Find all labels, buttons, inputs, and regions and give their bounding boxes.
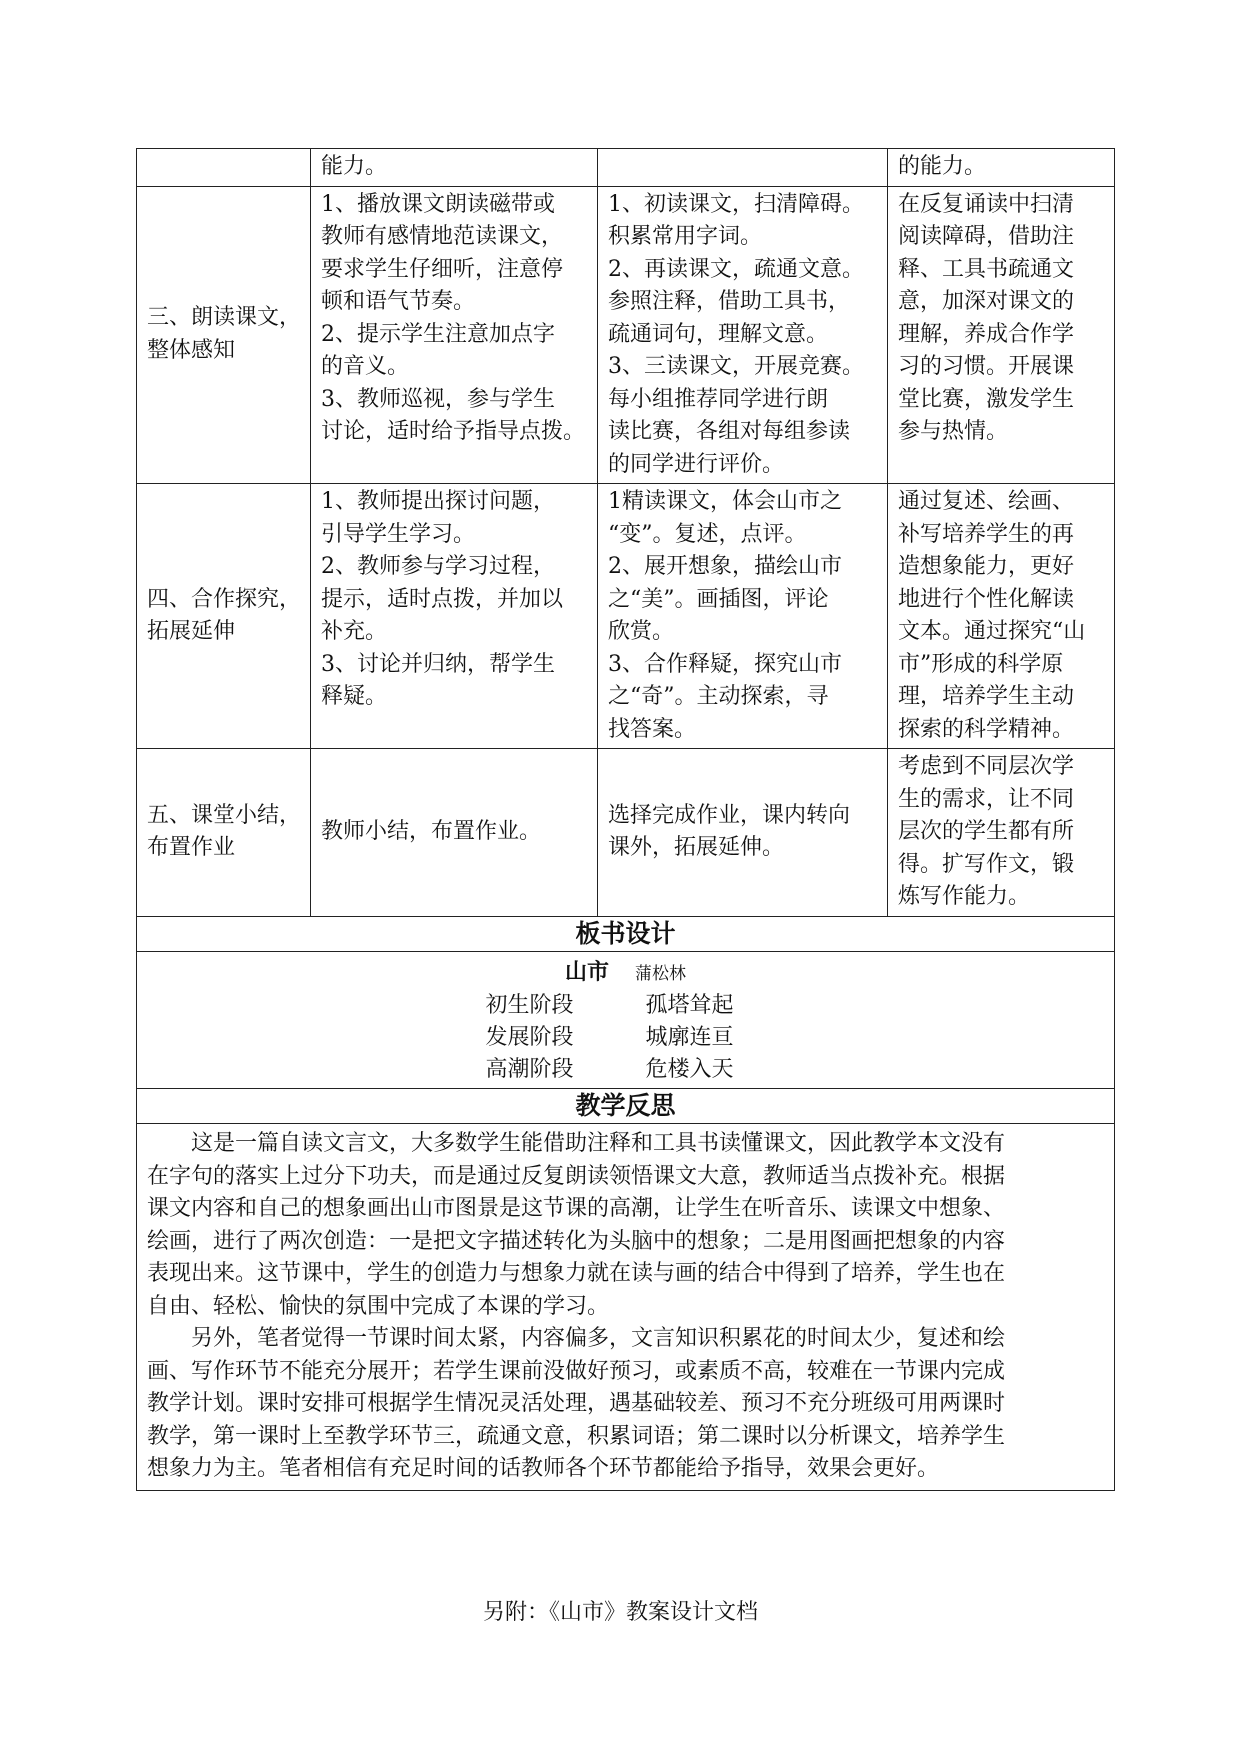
cell-line: 五、课堂小结， (147, 802, 302, 828)
stage-cell (137, 749, 311, 917)
reflection-line: 课文内容和自己的想象画出山市图景是这节课的高潮，让学生在听音乐、读课文中想象、 (147, 1196, 1006, 1221)
cell-line: 地进行个性化解读 (898, 586, 1075, 612)
cell-line: 考虑到不同层次学 (898, 754, 1075, 779)
cell-line: 层次的学生都有所 (898, 819, 1075, 844)
cell-line: 提示，适时点拨，并加以 (321, 586, 564, 612)
cell-line: 1、教师提出探讨问题， (321, 489, 555, 514)
cell-line: 理解，养成合作学 (898, 321, 1075, 347)
cell-line: 的同学进行评价。 (608, 451, 785, 477)
cell-line: 找答案。 (608, 716, 697, 742)
reflection-line: 教学计划。课时安排可根据学生情况灵活处理，遇基础较差、预习不充分班级可用两课时 (147, 1391, 1006, 1416)
cell-line: 布置作业 (147, 835, 236, 861)
table-row (137, 149, 1115, 187)
cell-line: 补充。 (321, 619, 388, 644)
board-line (137, 1022, 1114, 1054)
reflection-line: 表现出来。这节课中，学生的创造力与想象力就在读与画的结合中得到了培养，学生也在 (147, 1261, 1006, 1286)
cell-line: 习的习惯。开展课 (898, 354, 1075, 379)
cell-line: 在反复诵读中扫清 (898, 191, 1075, 217)
table-row (137, 186, 1115, 484)
board-scene: 孤塔耸起 (645, 993, 734, 1018)
table-row (137, 749, 1115, 917)
teacher-activity-cell (311, 149, 598, 187)
board-phase: 初生阶段 (485, 993, 574, 1018)
design-intent-cell (888, 749, 1115, 917)
cell-line: 释、工具书疏通文 (898, 256, 1075, 282)
cell-line: 四、合作探究， (147, 586, 302, 612)
board-phase: 高潮阶段 (485, 1057, 574, 1082)
cell-line: 通过复述、绘画、 (898, 489, 1075, 514)
cell-line: 造想象能力，更好 (898, 554, 1075, 579)
board-author: 蒲松林 (635, 963, 686, 984)
cell-line: 1、初读课文，扫清障碍。 (608, 191, 864, 217)
board-design-heading: 板书设计 (137, 916, 1115, 951)
reflection-line: 这是一篇自读文言文，大多数学生能借助注释和工具书读懂课文，因此教学本文没有 (147, 1131, 1006, 1156)
cell-line: 课外，拓展延伸。 (608, 835, 785, 861)
reflection-text (137, 1124, 1115, 1491)
cell-line: 探索的科学精神。 (898, 716, 1075, 742)
cell-line: 3、教师巡视，参与学生 (321, 386, 555, 412)
cell-line: 炼写作能力。 (898, 884, 1031, 909)
lesson-steps (137, 149, 1115, 917)
cell-line: 参照注释，借助工具书， (608, 289, 851, 314)
teacher-activity-cell (311, 484, 598, 749)
cell-line: 阅读障碍，借助注 (898, 224, 1075, 249)
cell-line: 释疑。 (321, 684, 388, 709)
reflection-line: 画、写作环节不能充分展开；若学生课前没做好预习，或素质不高，较难在一节课内完成 (147, 1358, 1006, 1384)
cell-line: 生的需求，让不同 (898, 786, 1075, 812)
board-title: 山市 (564, 958, 609, 985)
cell-line: 每小组推荐同学进行朗 (608, 386, 829, 412)
board-scene: 危楼入天 (645, 1057, 734, 1082)
reflection-line: 在字句的落实上过分下功夫，而是通过反复朗读领悟课文大意，教师适当点拨补充。根据 (147, 1163, 1006, 1189)
board-design-heading-row (137, 916, 1115, 951)
reflection-line: 绘画，进行了两次创造：一是把文字描述转化为头脑中的想象；二是用图画把想象的内容 (147, 1228, 1006, 1254)
cell-line: 2、提示学生注意加点字 (321, 321, 555, 347)
reflection-row (137, 1124, 1115, 1491)
cell-line: 参与热情。 (898, 419, 1009, 444)
board-phase: 发展阶段 (485, 1025, 574, 1050)
footer-note: 另附：《山市》教案设计文档 (482, 1600, 758, 1625)
cell-line: “变”。复述，点评。 (608, 521, 807, 547)
design-intent-cell (888, 149, 1115, 187)
board-scene: 城廓连亘 (645, 1025, 734, 1050)
stage-cell (137, 149, 311, 187)
cell-line: 3、合作释疑，探究山市 (608, 651, 842, 677)
board-line (137, 1054, 1114, 1086)
cell-line: 文本。通过探究“山 (898, 619, 1086, 644)
student-activity-cell (598, 749, 888, 917)
cell-line: 3、讨论并归纳，帮学生 (321, 651, 555, 677)
table-row (137, 484, 1115, 749)
cell-line: 顿和语气节奏。 (321, 289, 476, 314)
cell-line: 拓展延伸 (147, 619, 236, 644)
cell-line: 堂比赛，激发学生 (898, 386, 1075, 412)
cell-line: 读比赛，各组对每组参读 (608, 419, 851, 444)
cell-line: 欣赏。 (608, 619, 675, 644)
board-design-row (137, 951, 1115, 1089)
reflection-heading: 教学反思 (137, 1089, 1115, 1124)
cell-line: 1、播放课文朗读磁带或 (321, 191, 555, 217)
board-design (137, 951, 1115, 1089)
cell-line: 2、再读课文，疏通文意。 (608, 256, 864, 282)
cell-line: 三、朗读课文， (147, 305, 302, 331)
teacher-activity-cell (311, 186, 598, 484)
design-intent-cell (888, 186, 1115, 484)
stage-cell (137, 186, 311, 484)
reflection-line: 自由、轻松、愉快的氛围中完成了本课的学习。 (147, 1293, 610, 1319)
reflection-line: 想象力为主。笔者相信有充足时间的话教师各个环节都能给予指导，效果会更好。 (147, 1456, 940, 1481)
cell-line: 整体感知 (147, 337, 236, 363)
reflection-heading-row (137, 1089, 1115, 1124)
cell-line: 教师小结，布置作业。 (321, 819, 542, 844)
lesson-plan-table (136, 148, 1115, 1491)
stage-cell (137, 484, 311, 749)
cell-line: 选择完成作业，课内转向 (608, 802, 851, 828)
cell-line: 之“美”。画插图，评论 (608, 586, 829, 612)
teacher-activity-cell (311, 749, 598, 917)
cell-line: 之“奇”。主动探索，寻 (608, 684, 829, 709)
design-intent-cell (888, 484, 1115, 749)
cell-line: 2、展开想象，描绘山市 (608, 554, 842, 579)
student-activity-cell (598, 186, 888, 484)
cell-line: 疏通词句，理解文意。 (608, 321, 829, 347)
cell-line: 的音义。 (321, 354, 410, 379)
student-activity-cell (598, 149, 888, 187)
cell-line: 引导学生学习。 (321, 521, 476, 547)
cell-line: 的能力。 (898, 154, 987, 179)
cell-line: 补写培养学生的再 (898, 521, 1075, 547)
cell-line: 市”形成的科学原 (898, 651, 1064, 677)
cell-line: 能力。 (321, 154, 388, 179)
cell-line: 讨论，适时给予指导点拨。 (321, 419, 586, 444)
cell-line: 1精读课文，体会山市之 (608, 489, 842, 514)
cell-line: 意，加深对课文的 (898, 289, 1075, 314)
reflection-line: 教学，第一课时上至教学环节三，疏通文意，积累词语；第二课时以分析课文，培养学生 (147, 1423, 1006, 1449)
cell-line: 得。扩写作文，锻 (898, 851, 1075, 877)
cell-line: 3、三读课文，开展竞赛。 (608, 354, 864, 379)
reflection-line: 另外，笔者觉得一节课时间太紧，内容偏多，文言知识积累花的时间太少，复述和绘 (147, 1326, 1006, 1351)
cell-line: 理，培养学生主动 (898, 684, 1075, 709)
cell-line: 要求学生仔细听，注意停 (321, 256, 564, 282)
student-activity-cell (598, 484, 888, 749)
board-line (137, 990, 1114, 1022)
cell-line: 2、教师参与学习过程， (321, 554, 555, 579)
cell-line: 教师有感情地范读课文， (321, 224, 564, 249)
cell-line: 积累常用字词。 (608, 224, 763, 249)
